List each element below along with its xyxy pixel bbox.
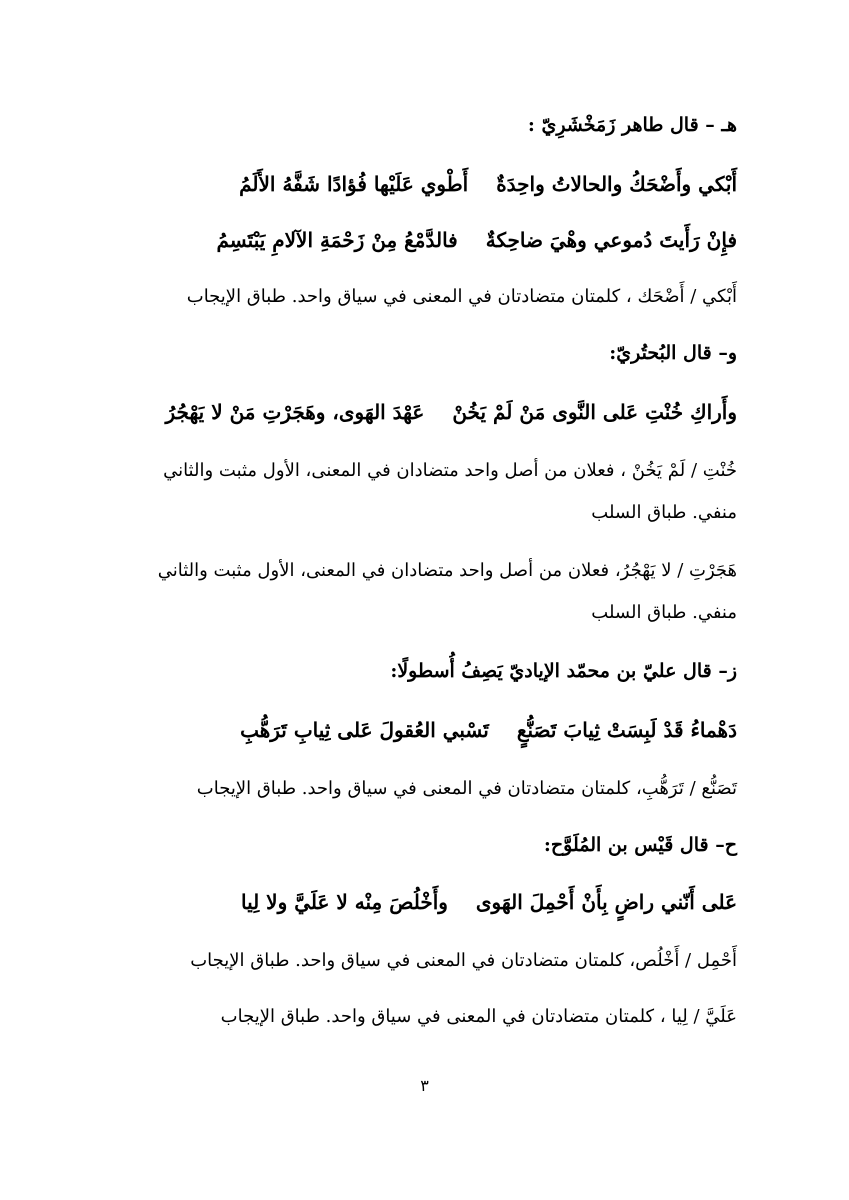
explanation-line: تَصَنُّع / تَرَهُّبِ، كلمتان متضادتان في المعنى في سياق واحد. طباق الإيجاب bbox=[196, 778, 737, 799]
explanation-line: عَلَيَّ / لِيا ، كلمتان متضادتان في المعنى في سياق واحد. طباق الإيجاب bbox=[220, 1006, 737, 1027]
verse-line bbox=[118, 228, 737, 252]
verse-second-hemistich: عَهْدَ الهَوى، وهَجَرْتِ مَنْ لا يَهْجُرُ bbox=[165, 400, 425, 424]
verse-second-hemistich: تَسْبي العُقولَ عَلى ثِيابِ تَرَهُّبِ bbox=[240, 718, 489, 742]
explanation-line: خُنْتِ / لَمْ يَخُنْ ، فعلان من أصل واحد متضادان في المعنى، الأول مثبت والثاني bbox=[163, 460, 737, 481]
section-heading-ha2: ح– قال قَيْس بن المُلَوَّح: bbox=[543, 834, 737, 856]
page-number: ٣ bbox=[420, 1076, 429, 1095]
verse-second-hemistich: وأَخْلُصَ مِنْه لا عَلَيَّ ولا لِيا bbox=[241, 890, 448, 914]
verse-first-hemistich: دَهْماءُ قَدْ لَبِسَتْ ثِيابَ تَصَنُّعٍ bbox=[516, 718, 737, 742]
verse-first-hemistich: فإِنْ رَأَيتَ دُموعي وهْيَ ضاحِكةٌ bbox=[485, 228, 737, 252]
verse-second-hemistich: أَطْوي عَلَيْها فُؤادًا شَفَّهُ الأَلَمُ bbox=[239, 172, 469, 196]
verse-line bbox=[118, 400, 737, 424]
verse-line bbox=[118, 718, 737, 742]
section-heading-ha: هـ – قال طاهر زَمَخْشَرِيّ : bbox=[527, 114, 737, 136]
explanation-line: أَحْمِل / أَخْلُص، كلمتان متضادتان في المعنى في سياق واحد. طباق الإيجاب bbox=[190, 950, 737, 971]
verse-line bbox=[118, 890, 737, 914]
explanation-line: أَبْكي / أَضْحَك ، كلمتان متضادتان في المعنى في سياق واحد. طباق الإيجاب bbox=[186, 286, 737, 307]
section-heading-waw: و– قال البُحتُريّ: bbox=[609, 342, 737, 364]
explanation-line: منفي. طباق السلب bbox=[591, 502, 737, 523]
section-heading-zay: ز– قال عليّ بن محمّد الإياديّ يَصِفُ أُسطولًا: bbox=[390, 660, 737, 682]
verse-first-hemistich: وأَراكِ خُنْتِ عَلى النَّوى مَنْ لَمْ يَخُنْ bbox=[452, 400, 737, 424]
verse-first-hemistich: أَبْكي وأَضْحَكُ والحالاتُ واحِدَةٌ bbox=[496, 172, 737, 196]
explanation-line: هَجَرْتِ / لا يَهْجُرُ، فعلان من أصل واحد متضادان في المعنى، الأول مثبت والثاني bbox=[157, 560, 737, 581]
verse-second-hemistich: فالدَّمْعُ مِنْ زَحْمَةِ الآلامِ يَبْتَسِمُ bbox=[216, 228, 458, 252]
verse-first-hemistich: عَلى أَنّني راضٍ بِأَنْ أَحْمِلَ الهَوى bbox=[475, 890, 737, 914]
verse-line bbox=[118, 172, 737, 196]
explanation-line: منفي. طباق السلب bbox=[591, 602, 737, 623]
